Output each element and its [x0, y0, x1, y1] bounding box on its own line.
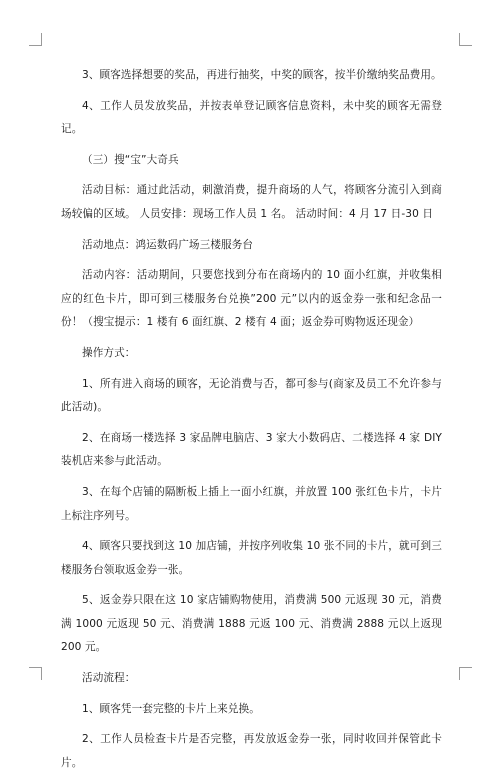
crop-mark-top-left [29, 33, 42, 46]
paragraph-process-step-1: 1、顾客凭一套完整的卡片上来兑换。 [82, 702, 260, 715]
paragraph-activity-location: 活动地点：鸿运数码广场三楼服务台 [82, 238, 254, 251]
heading-activity-process: 活动流程： [82, 672, 136, 685]
paragraph-activity-content: 活动内容：活动期间，只要您找到分布在商场内的 10 面小红旗，并收集相应的红色卡片，即可到三楼服务台兑换”200 元”以内的返金券一张和纪念品一份！（搜宝提示：1 楼有 6 面红旗、2 楼有 4 面；返金券可购物返还现金） [61, 269, 442, 329]
paragraph-process-step-2: 2、工作人员检查卡片是否完整，再发放返金券一张，同时收回并保管此卡片。 [61, 733, 442, 769]
crop-mark-bottom-right [459, 667, 472, 680]
heading-operation-method: 操作方式： [82, 346, 136, 359]
paragraph-activity-goal: 活动目标：通过此活动，刺激消费，提升商场的人气，将顾客分流引入到商场较偏的区域。 人员安排：现场工作人员 1 名。 活动时间：4 月 17 日-30 日 [61, 184, 442, 220]
section-heading-treasure-hunt: （三）搜“宝”大奇兵 [82, 153, 179, 166]
paragraph-operation-step-2: 2、在商场一楼选择 3 家品牌电脑店、3 家大小数码店、二楼选择 4 家 DIY 装机店来参与此活动。 [61, 431, 442, 468]
crop-mark-top-right [459, 33, 472, 46]
paragraph-prize-selection: 3、顾客选择想要的奖品，再进行抽奖，中奖的顾客，按半价缴纳奖品费用。 [82, 69, 442, 81]
paragraph-operation-step-4: 4、顾客只要找到这 10 加店铺，并按序列收集 10 张不同的卡片，就可到三楼服务台领取返金券一张。 [61, 540, 442, 576]
document-body [61, 64, 442, 775]
paragraph-prize-distribution: 4、工作人员发放奖品，并按表单登记顾客信息资料，未中奖的顾客无需登记。 [61, 99, 442, 136]
paragraph-operation-step-5: 5、返金券只限在这 10 家店铺购物使用，消费满 500 元返现 30 元，消费满 1000 元返现 50 元、消费满 1888 元返 100 元、消费满 2888 元以上返现 200 元。 [61, 594, 442, 654]
paragraph-operation-step-3: 3、在每个店铺的隔断板上插上一面小红旗，并放置 100 张红色卡片，卡片上标注序列号。 [61, 485, 442, 522]
crop-mark-bottom-left [29, 667, 42, 680]
paragraph-operation-step-1: 1、所有进入商场的顾客，无论消费与否，都可参与(商家及员工不允许参与此活动)。 [61, 377, 442, 414]
